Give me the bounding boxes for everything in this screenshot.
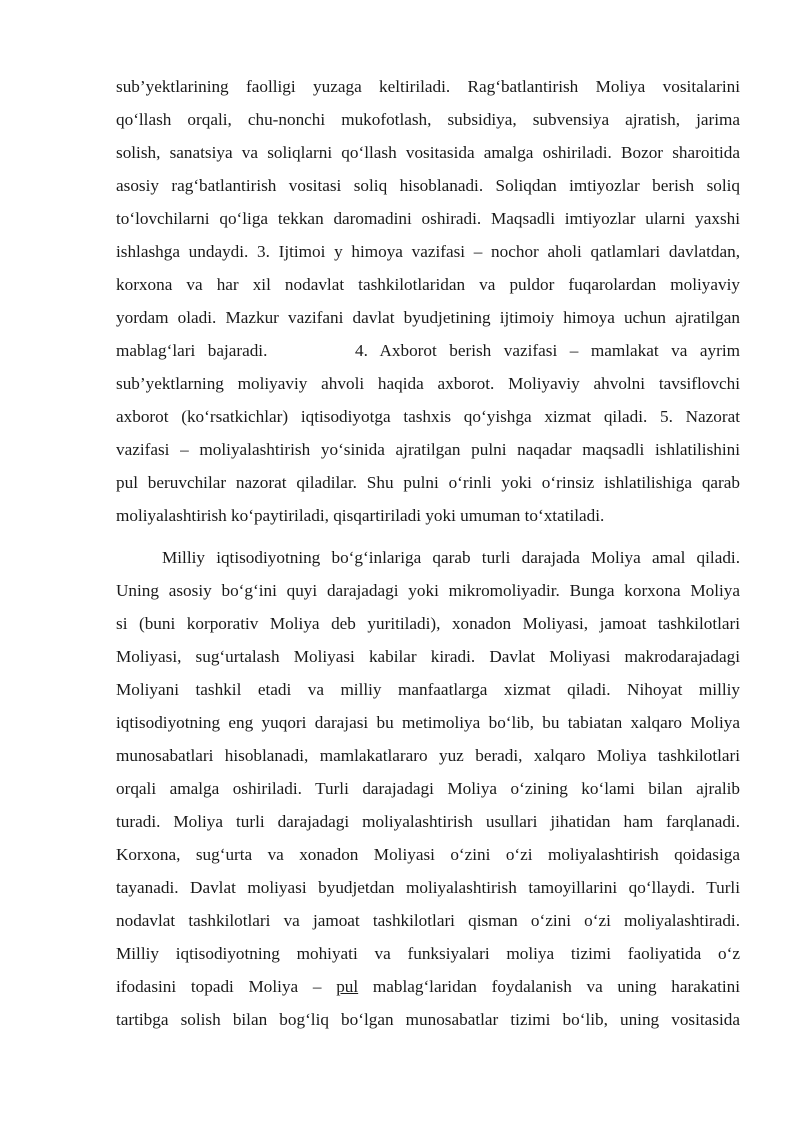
text-line: nodavlat tashkilotlari va jamoat tashkilotlari qisman o‘zini o‘zi moliyalashtiradi.	[116, 911, 740, 930]
text-line: Milliy iqtisodiyotning bo‘g‘inlariga qarab turli darajada Moliya amal qiladi.	[162, 548, 740, 567]
text-line: qo‘llash orqali, chu-nonchi mukofotlash, subsidiya, subvensiya ajratish, jarima	[116, 110, 740, 129]
text-line: tartibga solish bilan bog‘liq bo‘lgan munosabatlar tizimi bo‘lib, uning vositasida	[116, 1010, 740, 1029]
text-line: iqtisodiyotning eng yuqori darajasi bu metimoliya bo‘lib, bu tabiatan xalqaro Moliya	[116, 713, 740, 732]
text-line: mablag‘lari bajaradi. 4. Axborot berish vazifasi – mamlakat va ayrim	[116, 341, 740, 360]
text-line: vazifasi – moliyalashtirish yo‘sinida ajratilgan pulni naqadar maqsadli ishlatilishini	[116, 440, 740, 459]
text-line: tayanadi. Davlat moliyasi byudjetdan moliyalashtirish tamoyillarini qo‘llaydi. Turli	[116, 878, 740, 897]
text-line: Korxona, sug‘urta va xonadon Moliyasi o‘zini o‘zi moliyalashtirish qoidasiga	[116, 845, 740, 864]
text-line: asosiy rag‘batlantirish vositasi soliq hisoblanadi. Soliqdan imtiyozlar berish soliq	[116, 176, 740, 195]
text-line: yordam oladi. Mazkur vazifani davlat byudjetining ijtimoiy himoya uchun ajratilgan	[116, 308, 740, 327]
text-line: to‘lovchilarni qo‘liga tekkan daromadini oshiradi. Maqsadli imtiyozlar ularni yaxshi	[116, 209, 740, 228]
text-line: axborot (ko‘rsatkichlar) iqtisodiyotga tashxis qo‘yishga xizmat qiladi. 5. Nazorat	[116, 407, 740, 426]
text-line: moliyalashtirish ko‘paytiriladi, qisqartiriladi yoki umuman to‘xtatiladi.	[116, 506, 605, 525]
text-line: Milliy iqtisodiyotning mohiyati va funksiyalari moliya tizimi faoliyatida o‘z	[116, 944, 740, 963]
text-line: ishlashga undaydi. 3. Ijtimoi y himoya vazifasi – nochor aholi qatlamlari davlatdan,	[116, 242, 740, 261]
text-line: munosabatlari hisoblanadi, mamlakatlararo yuz beradi, xalqaro Moliya tashkilotlari	[116, 746, 740, 765]
text-line: Uning asosiy bo‘g‘ini quyi darajadagi yoki mikromoliyadir. Bunga korxona Moliya	[116, 581, 740, 600]
text-line: sub’yektlarining faolligi yuzaga keltiriladi. Rag‘batlantirish Moliya vositalarini	[116, 77, 740, 96]
text-line: korxona va har xil nodavlat tashkilotlaridan va puldor fuqarolardan moliyaviy	[116, 275, 740, 294]
text-segment: mablag‘laridan foydalanish va uning harakatini	[358, 977, 740, 996]
text-line: orqali amalga oshiriladi. Turli darajadagi Moliya o‘zining ko‘lami bilan ajralib	[116, 779, 740, 798]
text-line: Moliyani tashkil etadi va milliy manfaatlarga xizmat qiladi. Nihoyat milliy	[116, 680, 740, 699]
text-line: sub’yektlarning moliyaviy ahvoli haqida axborot. Moliyaviy ahvolni tavsiflovchi	[116, 374, 740, 393]
text-line: Moliyasi, sug‘urtalash Moliyasi kabilar kiradi. Davlat Moliyasi makrodarajadagi	[116, 647, 740, 666]
pul-link[interactable]: pul	[336, 977, 359, 996]
paragraph-1	[116, 70, 740, 532]
text-line: solish, sanatsiya va soliqlarni qo‘llash vositasida amalga oshiriladi. Bozor sharoitida	[116, 143, 740, 162]
text-segment: ifodasini topadi Moliya –	[116, 977, 337, 996]
text-line: si (buni korporativ Moliya deb yuritiladi), xonadon Moliyasi, jamoat tashkilotlari	[116, 614, 740, 633]
text-line-with-link	[116, 970, 740, 1003]
paragraph-2	[116, 541, 740, 1036]
text-line: pul beruvchilar nazorat qiladilar. Shu pulni o‘rinli yoki o‘rinsiz ishlatilishiga qarab	[116, 473, 740, 492]
text-line: turadi. Moliya turli darajadagi moliyalashtirish usullari jihatidan ham farqlanadi.	[116, 812, 740, 831]
